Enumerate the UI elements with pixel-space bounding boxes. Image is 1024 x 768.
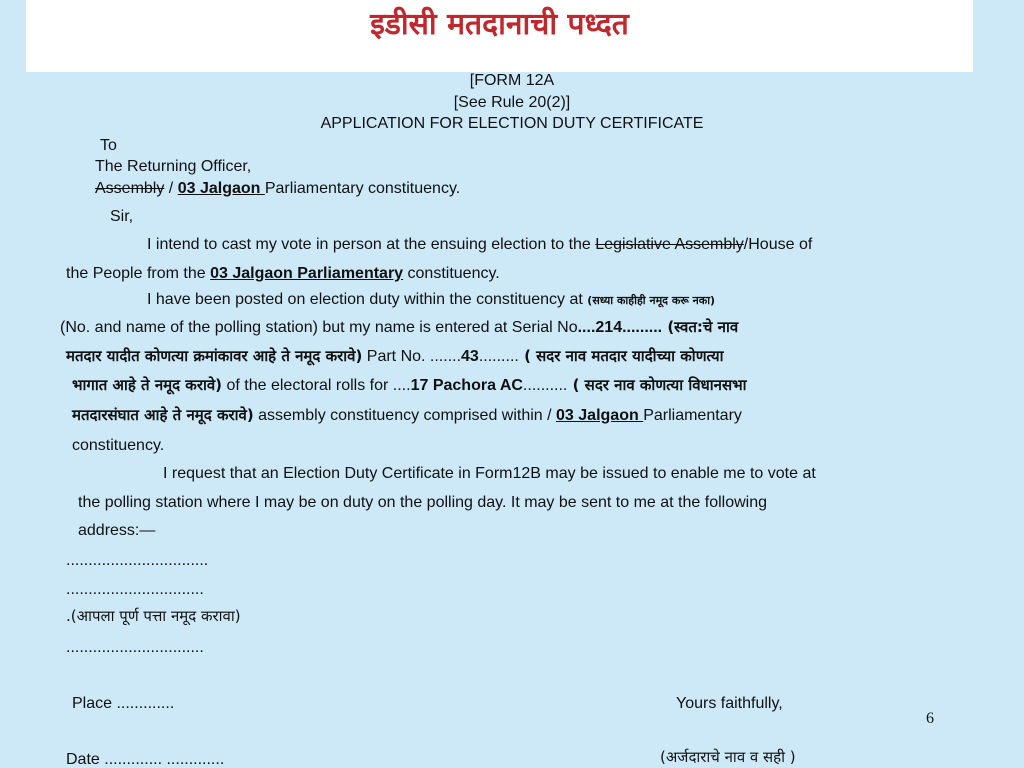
para2-line4: [72, 378, 747, 394]
para1-line1: [147, 237, 812, 253]
para2-line2: [60, 320, 738, 336]
para2-line6: constituency.: [72, 437, 165, 454]
para1-line2-end: constituency.: [403, 265, 500, 282]
para2-line5-text: assembly constituency comprised within /: [253, 407, 557, 424]
para2-line3: [66, 349, 723, 365]
para2-line1: [147, 292, 715, 308]
title-bar: [26, 0, 973, 72]
assembly-struck: Assembly: [95, 180, 165, 197]
para2-line1-text: I have been posted on election duty within the constituency at: [147, 291, 588, 308]
signature-note: (अर्जदाराचे नाव व सही ): [660, 748, 796, 766]
salutation: Sir,: [110, 208, 134, 225]
address-note: .(आपला पूर्ण पत्ता नमूद करावा): [66, 607, 241, 625]
constituency-line: [95, 181, 460, 197]
parliamentary-name: 03 Jalgaon: [556, 407, 644, 424]
parliamentary-constituency: 03 Jalgaon Parliamentary: [210, 265, 404, 282]
constituency-name: 03 Jalgaon: [177, 180, 265, 197]
legislative-assembly-struck: Legislative Assembly: [595, 236, 744, 253]
marathi-note: भागात आहे ते नमूद करावे): [72, 376, 223, 394]
para2-line2-text: (No. and name of the polling station) but my name is entered at Serial No: [60, 319, 578, 336]
marathi-note: मतदारसंघात आहे ते नमूद करावे): [72, 406, 254, 424]
address-dots-3: ...............................: [66, 639, 204, 656]
part-no-label: Part No. .......: [362, 348, 462, 365]
slide-title: इडीसी मतदानाची पध्दत: [370, 7, 629, 42]
form-number: [FORM 12A: [469, 72, 555, 89]
marathi-note: (स्वत:चे नाव: [662, 318, 739, 336]
assembly-constituency: 17 Pachora AC: [410, 377, 523, 394]
marathi-note: ( सदर नाव कोणत्या विधानसभा: [567, 376, 747, 394]
para1-line2: [66, 266, 500, 282]
to-label: To: [100, 137, 117, 154]
marathi-note: (सध्या काहीही नमूद करू नका): [587, 294, 716, 307]
electoral-rolls-label: of the electoral rolls for ....: [222, 377, 411, 394]
dots: .........: [478, 348, 519, 365]
para2-line5-end: Parliamentary: [643, 407, 742, 424]
addressee: The Returning Officer,: [95, 158, 252, 175]
address-dots-1: ................................: [66, 552, 209, 569]
yours-faithfully: Yours faithfully,: [676, 695, 783, 712]
constituency-suffix: Parliamentary constituency.: [264, 180, 461, 197]
dots: ..........: [522, 377, 568, 394]
serial-number: ....214.........: [577, 319, 663, 336]
slash: /: [164, 180, 178, 197]
marathi-note: ( सदर नाव मतदार यादीच्या कोणत्या: [518, 347, 724, 365]
part-number: 43: [461, 348, 479, 365]
place-label: Place .............: [72, 695, 175, 712]
form-heading: APPLICATION FOR ELECTION DUTY CERTIFICATE: [320, 115, 704, 132]
page-number: 6: [926, 710, 934, 727]
para3-line2: the polling station where I may be on duty on the polling day. It may be sent to me at the following: [78, 494, 767, 511]
para3-line3: address:—: [78, 522, 156, 539]
para1-text: I intend to cast my vote in person at the ensuing election to the: [147, 236, 596, 253]
marathi-note: मतदार यादीत कोणत्या क्रमांकावर आहे ते नमूद करावे): [66, 347, 363, 365]
para1-line2-text: the People from the: [66, 265, 211, 282]
para3-line1: I request that an Election Duty Certificate in Form12B may be issued to enable me to vote at: [163, 465, 816, 482]
form-rule: [See Rule 20(2)]: [453, 94, 571, 111]
para2-line5: [72, 408, 742, 424]
date-label: Date ............. .............: [66, 751, 225, 768]
address-dots-2: ...............................: [66, 581, 204, 598]
para1-text-end: /House of: [743, 236, 813, 253]
